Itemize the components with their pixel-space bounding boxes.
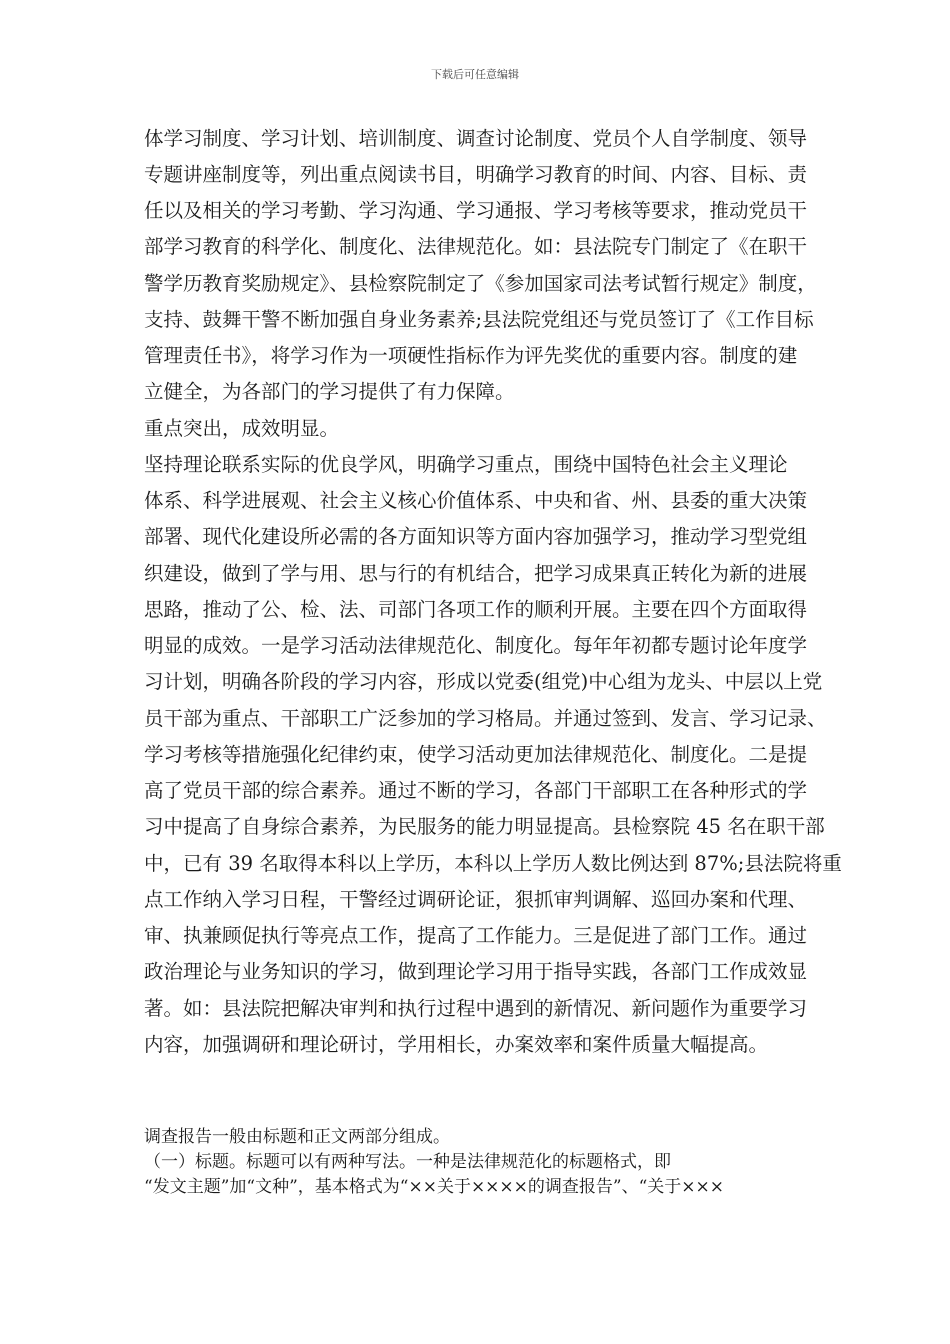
text-line: 内容，加强调研和理论研讨，学用相长，办案效率和案件质量大幅提高。: [144, 1033, 769, 1056]
text-line: 高了党员干部的综合素养。通过不断的学习，各部门干部职工在各种形式的学: [144, 779, 808, 802]
text-line: 员干部为重点、干部职工广泛参加的学习格局。并通过签到、发言、学习记录、: [144, 707, 827, 730]
text-line: 专题讲座制度等，列出重点阅读书目，明确学习教育的时间、内容、目标、责: [144, 163, 808, 186]
text-line: 部学习教育的科学化、制度化、法律规范化。如：县法院专门制定了《在职干: [144, 235, 808, 258]
text-line: 管理责任书》，将学习作为一项硬性指标作为评先奖优的重要内容。制度的建: [144, 344, 798, 367]
text-line: 支持、鼓舞干警不断加强自身业务素养;县法院党组还与党员签订了《工作目标: [144, 308, 814, 331]
text-line: 任以及相关的学习考勤、学习沟通、学习通报、学习考核等要求，推动党员干: [144, 199, 808, 222]
text-line: 审、执兼顾促执行等亮点工作，提高了工作能力。三是促进了部门工作。通过: [144, 924, 808, 947]
text-line: 思路，推动了公、检、法、司部门各项工作的顺利开展。主要在四个方面取得: [144, 598, 808, 621]
text-line: 明显的成效。一是学习活动法律规范化、制度化。每年年初都专题讨论年度学: [144, 634, 808, 657]
section-heading: 重点突出，成效明显。: [144, 417, 340, 440]
text-line: 部署、现代化建设所必需的各方面知识等方面内容加强学习，推动学习型党组: [144, 525, 808, 548]
text-line: 政治理论与业务知识的学习，做到理论学习用于指导实践，各部门工作成效显: [144, 960, 808, 983]
text-line: 著。如：县法院把解决审判和执行过程中遇到的新情况、新问题作为重要学习: [144, 997, 808, 1020]
text-line: 坚持理论联系实际的优良学风，明确学习重点，围绕中国特色社会主义理论: [144, 453, 788, 476]
text-line: 织建设，做到了学与用、思与行的有机结合，把学习成果真正转化为新的进展: [144, 562, 808, 585]
text-line: “发文主题”加“文种”，基本格式为“××关于××××的调查报告”、“关于×××: [144, 1177, 725, 1197]
text-line: 体学习制度、学习计划、培训制度、调查讨论制度、党员个人自学制度、领导: [144, 127, 808, 150]
text-line: 立健全，为各部门的学习提供了有力保障。: [144, 380, 515, 403]
text-line: 点工作纳入学习日程，干警经过调研论证，狠抓审判调解、巡回办案和代理、: [144, 888, 808, 911]
text-line: 学习考核等措施强化纪律约束，使学习活动更加法律规范化、制度化。二是提: [144, 743, 808, 766]
text-line: 警学历教育奖励规定》、县检察院制定了《参加国家司法考试暂行规定》制度，: [144, 272, 817, 295]
page-header: 下载后可任意编辑: [431, 68, 519, 81]
text-line: （一）标题。标题可以有两种写法。一种是法律规范化的标题格式，即: [144, 1152, 671, 1172]
text-line: 调查报告一般由标题和正文两部分组成。: [144, 1127, 450, 1147]
text-line: 中，已有 39 名取得本科以上学历，本科以上学历人数比例达到 87%;县法院将重: [144, 852, 842, 875]
text-line: 习中提高了自身综合素养，为民服务的能力明显提高。县检察院 45 名在职干部: [144, 815, 825, 838]
text-line: 习计划，明确各阶段的学习内容，形成以党委(组党)中心组为龙头、中层以上党: [144, 670, 823, 693]
text-line: 体系、科学进展观、社会主义核心价值体系、中央和省、州、县委的重大决策: [144, 489, 808, 512]
